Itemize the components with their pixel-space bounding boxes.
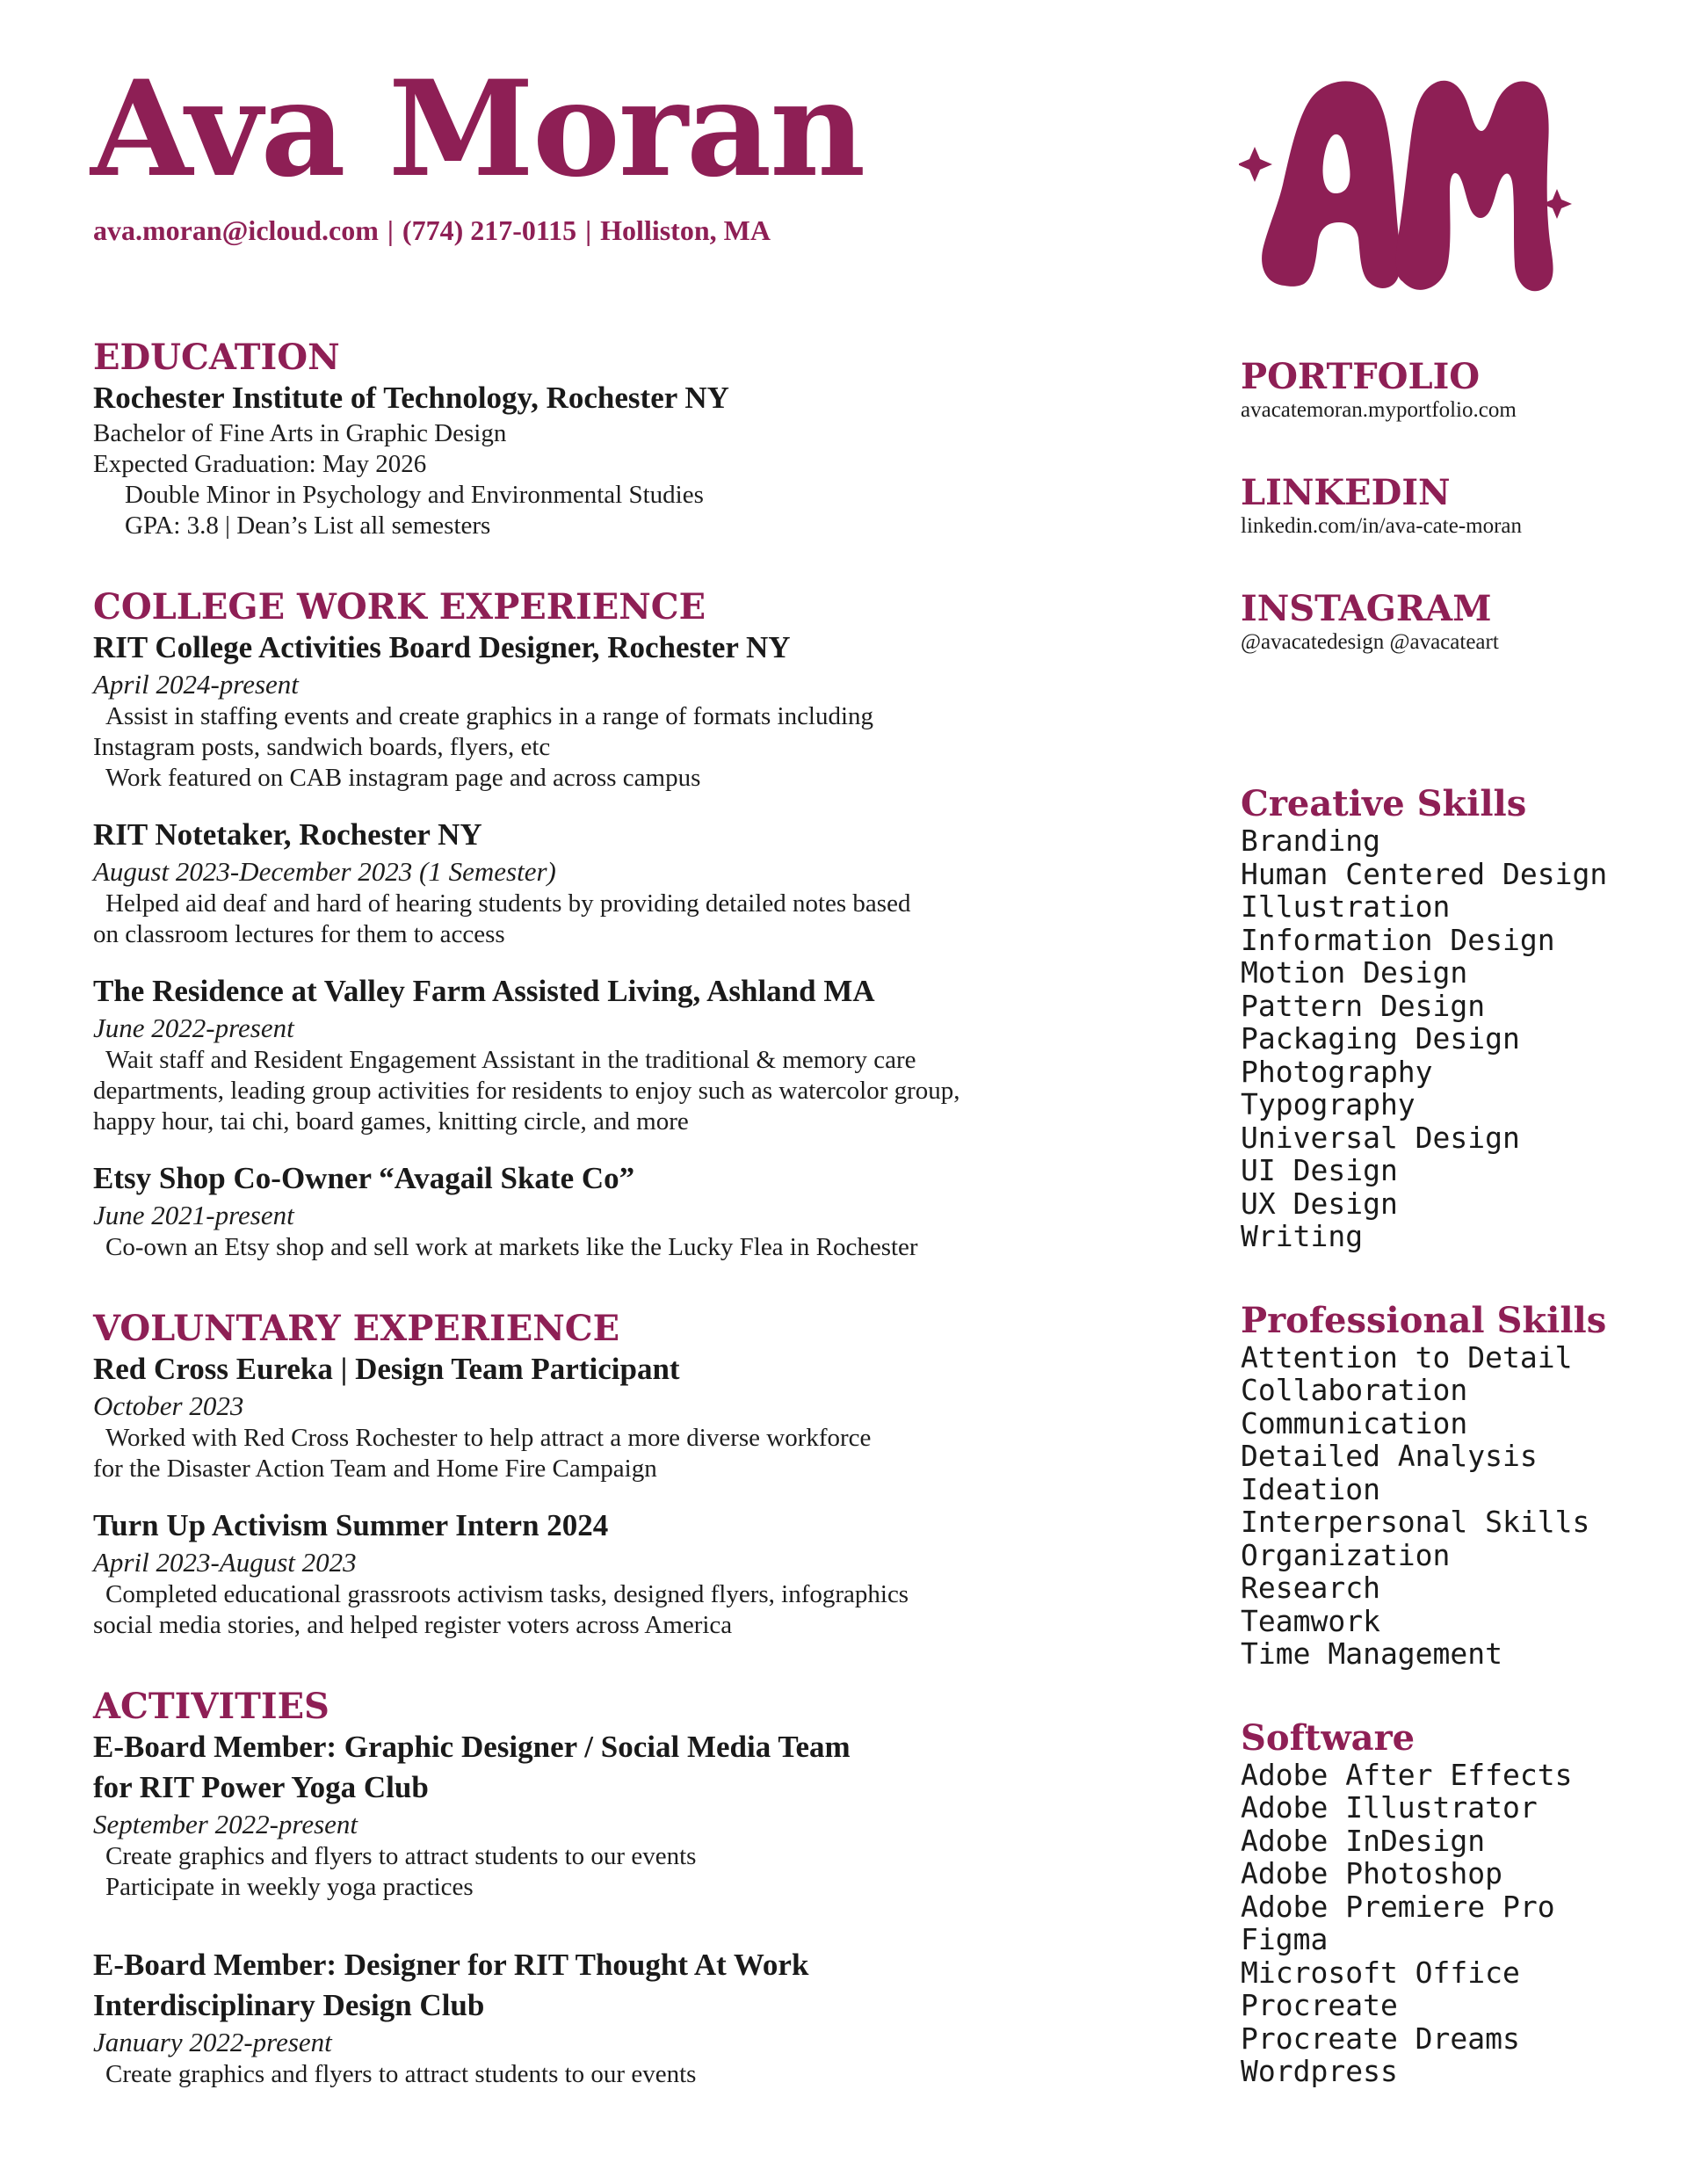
entry-line: Worked with Red Cross Rochester to help attract a more diverse workforce — [105, 1424, 872, 1452]
creative-skills-title: Creative Skills — [1241, 783, 1527, 824]
linkedin-title: LINKEDIN — [1241, 472, 1451, 513]
software-item: Procreate — [1241, 1988, 1398, 2022]
entry-title: Interdisciplinary Design Club — [93, 1988, 485, 2022]
degree: Bachelor of Fine Arts in Graphic Design — [93, 419, 507, 447]
skill-item: Illustration — [1241, 889, 1451, 924]
software-item: Adobe InDesign — [1241, 1823, 1486, 1858]
graduation-date: Expected Graduation: May 2026 — [93, 450, 427, 478]
entry-date: September 2022-present — [93, 1809, 358, 1839]
work-entry — [93, 1158, 1191, 1263]
work-experience-section — [93, 587, 1191, 1263]
entry-title: E-Board Member: Graphic Designer / Social Media Team — [93, 1730, 851, 1764]
entry-line: Create graphics and flyers to attract students to our events — [105, 2060, 697, 2088]
separator: | — [585, 214, 592, 246]
skill-item: Typography — [1241, 1087, 1415, 1121]
linkedin-link[interactable]: linkedin.com/in/ava-cate-moran — [1241, 514, 1523, 538]
entry-title: Etsy Shop Co-Owner “Avagail Skate Co” — [93, 1161, 635, 1195]
entry-date: April 2024-present — [93, 669, 299, 700]
software-item: Adobe After Effects — [1241, 1757, 1573, 1792]
skill-item: Branding — [1241, 824, 1380, 858]
skill-item: Communication — [1241, 1405, 1468, 1440]
portfolio-block — [1241, 357, 1662, 424]
skill-item: Writing — [1241, 1219, 1364, 1253]
entry-date: April 2023-August 2023 — [93, 1547, 357, 1578]
entry-date: October 2023 — [93, 1390, 244, 1421]
skill-item: Universal Design — [1241, 1120, 1520, 1155]
school-name: Rochester Institute of Technology, Rochester NY — [93, 381, 729, 415]
skill-item: Attention to Detail — [1241, 1339, 1573, 1375]
skill-item: Ideation — [1241, 1471, 1380, 1506]
work-entry — [93, 815, 1191, 950]
location: Holliston, MA — [600, 214, 771, 246]
separator: | — [387, 214, 394, 246]
entry-title: Red Cross Eureka | Design Team Participant — [93, 1352, 680, 1386]
instagram-handles[interactable]: @avacatedesign @avacateart — [1241, 630, 1499, 654]
entry-line: for the Disaster Action Team and Home Fire Campaign — [93, 1455, 657, 1483]
entry-line: social media stories, and helped register voters across America — [93, 1611, 733, 1639]
activity-entry — [93, 1727, 1191, 1903]
software-item: Figma — [1241, 1922, 1329, 1956]
skill-item: Teamwork — [1241, 1603, 1380, 1638]
resume-name: Ava Moran — [91, 52, 865, 207]
section-title: COLLEGE WORK EXPERIENCE — [93, 586, 706, 628]
entry-line: Create graphics and flyers to attract students to our events — [105, 1842, 697, 1870]
section-title: EDUCATION — [93, 337, 340, 378]
skill-item: Collaboration — [1241, 1373, 1468, 1407]
software-block — [1241, 1718, 1662, 2088]
section-title: ACTIVITIES — [93, 1686, 329, 1727]
linkedin-block — [1241, 473, 1662, 540]
entry-line: Assist in staffing events and create graphics in a range of formats including — [105, 702, 874, 730]
skill-item: Time Management — [1241, 1636, 1503, 1671]
skill-item: UX Design — [1241, 1186, 1398, 1221]
entry-title: The Residence at Valley Farm Assisted Living, Ashland MA — [93, 974, 875, 1008]
software-title: Software — [1241, 1716, 1415, 1759]
am-monogram-logo — [1239, 66, 1573, 312]
education-section — [93, 337, 1191, 541]
entry-line: happy hour, tai chi, board games, knitting circle, and more — [93, 1107, 689, 1136]
email-link[interactable]: ava.moran@icloud.com — [93, 214, 379, 246]
skill-item: Organization — [1241, 1537, 1451, 1572]
gpa: GPA: 3.8 | Dean’s List all semesters — [125, 512, 491, 540]
entry-line: departments, leading group activities for residents to enjoy such as watercolor group, — [93, 1077, 960, 1105]
entry-line: Co-own an Etsy shop and sell work at markets like the Lucky Flea in Rochester — [105, 1233, 918, 1261]
portfolio-title: PORTFOLIO — [1241, 356, 1481, 397]
entry-title: Turn Up Activism Summer Intern 2024 — [93, 1508, 609, 1542]
entry-line: Instagram posts, sandwich boards, flyers, etc — [93, 733, 551, 761]
instagram-title: INSTAGRAM — [1241, 588, 1492, 629]
software-item: Adobe Premiere Pro — [1241, 1889, 1555, 1924]
skill-item: Motion Design — [1241, 955, 1468, 990]
skill-item: Human Centered Design — [1241, 856, 1608, 891]
skill-item: Research — [1241, 1571, 1380, 1605]
skill-item: Pattern Design — [1241, 988, 1486, 1023]
work-entry — [93, 971, 1191, 1137]
skill-item: Interpersonal Skills — [1241, 1505, 1590, 1539]
entry-title: E-Board Member: Designer for RIT Thought At Work — [93, 1948, 809, 1982]
skill-item: UI Design — [1241, 1153, 1398, 1187]
entry-line: Wait staff and Resident Engagement Assistant in the traditional & memory care — [105, 1046, 916, 1074]
skill-item: Packaging Design — [1241, 1021, 1520, 1056]
activities-section — [93, 1687, 1191, 2090]
main-column — [93, 337, 1191, 2136]
activity-entry — [93, 1945, 1191, 2090]
software-item: Wordpress — [1241, 2054, 1398, 2088]
entry-title: RIT Notetaker, Rochester NY — [93, 817, 482, 852]
creative-skills-block — [1241, 784, 1662, 1253]
entry-title: RIT College Activities Board Designer, Rochester NY — [93, 630, 791, 664]
entry-line: Participate in weekly yoga practices — [105, 1873, 474, 1901]
section-title: VOLUNTARY EXPERIENCE — [93, 1308, 620, 1349]
skill-item: Information Design — [1241, 922, 1555, 957]
skill-item: Photography — [1241, 1054, 1433, 1089]
contact-line — [93, 214, 771, 247]
work-entry — [93, 628, 1191, 794]
voluntary-experience-section — [93, 1309, 1191, 1641]
volunteer-entry — [93, 1349, 1191, 1484]
portfolio-link[interactable]: avacatemoran.myportfolio.com — [1241, 398, 1517, 422]
sidebar-column — [1241, 357, 1662, 2136]
entry-line: on classroom lectures for them to access — [93, 920, 505, 948]
skill-item: Detailed Analysis — [1241, 1439, 1538, 1473]
volunteer-entry — [93, 1506, 1191, 1641]
professional-skills-block — [1241, 1301, 1662, 1671]
entry-date: June 2021-present — [93, 1200, 294, 1230]
entry-date: January 2022-present — [93, 2027, 332, 2057]
instagram-block — [1241, 589, 1662, 656]
entry-line: Helped aid deaf and hard of hearing students by providing detailed notes based — [105, 889, 911, 918]
software-item: Adobe Illustrator — [1241, 1790, 1538, 1825]
entry-line: Completed educational grassroots activism tasks, designed flyers, infographics — [105, 1580, 909, 1608]
phone-number: (774) 217-0115 — [402, 214, 577, 246]
software-item: Adobe Photoshop — [1241, 1856, 1503, 1890]
minor: Double Minor in Psychology and Environmental Studies — [125, 481, 704, 509]
entry-title: for RIT Power Yoga Club — [93, 1770, 429, 1804]
entry-date: June 2022-present — [93, 1012, 294, 1043]
professional-skills-title: Professional Skills — [1241, 1299, 1607, 1341]
entry-line: Work featured on CAB instagram page and across campus — [105, 764, 701, 792]
software-item: Microsoft Office — [1241, 1955, 1520, 1990]
entry-date: August 2023-December 2023 (1 Semester) — [93, 856, 556, 887]
software-item: Procreate Dreams — [1241, 2021, 1520, 2056]
